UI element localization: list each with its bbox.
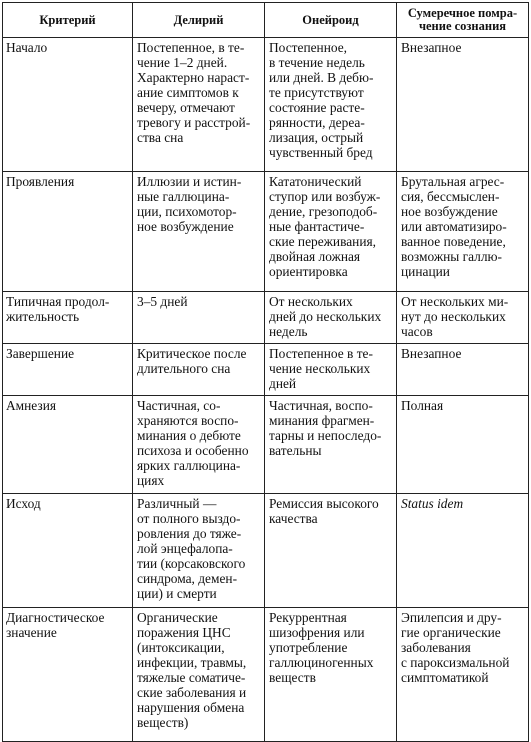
criterion-cell: Начало xyxy=(3,38,133,172)
oneiroid-cell: Рекуррентная шизофрения или употребление галлюциногенных веществ xyxy=(265,608,397,742)
header-criterion: Критерий xyxy=(3,3,133,38)
table-row xyxy=(3,38,529,172)
twilight-cell: Status idem xyxy=(397,494,529,608)
oneiroid-cell: Постепенное в те- чение нескольких дней xyxy=(265,344,397,396)
table-row xyxy=(3,172,529,292)
oneiroid-cell: Ремиссия высокого качества xyxy=(265,494,397,608)
twilight-cell: Эпилепсия и дру- гие органические заболевания с пароксизмальной симптоматикой xyxy=(397,608,529,742)
delirium-cell: Постепенное, в те- чение 1–2 дней. Характерно нараст- ание симптомов к вечеру, отмечают тревогу и расстрой- ства сна xyxy=(133,38,265,172)
table-row xyxy=(3,344,529,396)
criterion-cell: Типичная продол- жительность xyxy=(3,292,133,344)
comparison-table-wrapper xyxy=(2,2,529,742)
table-row xyxy=(3,494,529,608)
header-oneiroid: Онейроид xyxy=(265,3,397,38)
criterion-cell: Завершение xyxy=(3,344,133,396)
twilight-cell: Внезапное xyxy=(397,344,529,396)
criterion-cell: Диагностическое значение xyxy=(3,608,133,742)
header-delirium: Делирий xyxy=(133,3,265,38)
delirium-cell: Различный — от полного выздо- ровления до тяже- лой энцефалопа- тии (корсаковского синдрома, демен- ции) и смерти xyxy=(133,494,265,608)
twilight-cell: Полная xyxy=(397,396,529,494)
criterion-cell: Проявления xyxy=(3,172,133,292)
comparison-table xyxy=(2,2,529,742)
oneiroid-cell: Кататонический ступор или возбуж- дение, грезоподоб- ные фантастиче- ские переживания, двойная ложная ориентировка xyxy=(265,172,397,292)
twilight-cell: От нескольких ми- нут до нескольких часов xyxy=(397,292,529,344)
table-header xyxy=(3,3,529,38)
delirium-cell: Критическое после длительного сна xyxy=(133,344,265,396)
oneiroid-cell: Постепенное, в течение недель или дней. В дебю- те присутствуют состояние расте- рянности, дереа- лизация, острый чувственный бред xyxy=(265,38,397,172)
oneiroid-cell: От нескольких дней до нескольких недель xyxy=(265,292,397,344)
header-twilight: Сумеречное помра- чение сознания xyxy=(397,3,529,38)
twilight-cell: Внезапное xyxy=(397,38,529,172)
table-row xyxy=(3,608,529,742)
header-row xyxy=(3,3,529,38)
delirium-cell: Органические поражения ЦНС (интоксикации, инфекции, травмы, тяжелые соматиче- ские заболевания и нарушения обмена веществ) xyxy=(133,608,265,742)
oneiroid-cell: Частичная, воспо- минания фрагмен- тарны и непоследо- вательны xyxy=(265,396,397,494)
delirium-cell: 3–5 дней xyxy=(133,292,265,344)
table-body xyxy=(3,38,529,742)
twilight-cell: Брутальная агрес- сия, бессмыслен- ное возбуждение или автоматизиро- ванное поведение, возможны галлю- цинации xyxy=(397,172,529,292)
criterion-cell: Исход xyxy=(3,494,133,608)
delirium-cell: Иллюзии и истин- ные галлюцина- ции, психомотор- ное возбуждение xyxy=(133,172,265,292)
table-row xyxy=(3,292,529,344)
delirium-cell: Частичная, со- храняются воспо- минания о дебюте психоза и особенно ярких галлюцина- циях xyxy=(133,396,265,494)
table-row xyxy=(3,396,529,494)
criterion-cell: Амнезия xyxy=(3,396,133,494)
